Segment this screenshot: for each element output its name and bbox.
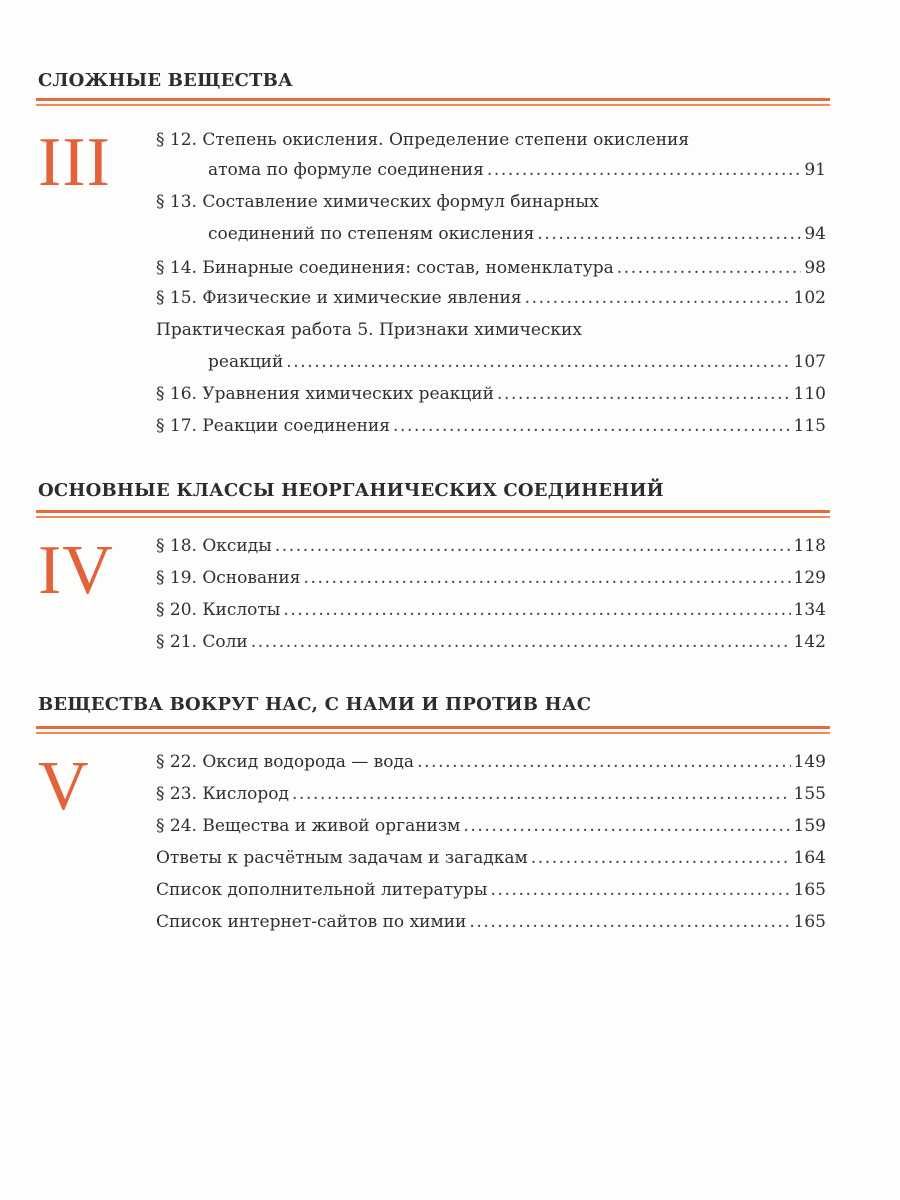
leader-dots [525,286,791,310]
toc-entry-page: 115 [793,416,826,436]
leader-dots [275,534,791,558]
toc-entry-page: 91 [804,160,826,180]
toc-entry-title: § 16. Уравнения химических реакций [156,384,494,404]
toc-entry-page: 94 [804,224,826,244]
toc-entry-line1: § 13. Составление химических формул бинарных [156,192,599,212]
toc-entry-title: § 15. Физические и химические явления [156,288,522,308]
toc-entry[interactable] [156,566,826,590]
toc-entry-page: 102 [793,288,826,308]
toc-entry-page: 165 [793,880,826,900]
section-numeral: IV [38,532,114,609]
toc-entry[interactable] [156,878,826,902]
toc-entry-page: 118 [793,536,826,556]
toc-entry-title: § 20. Кислоты [156,600,281,620]
toc-entry-page: 110 [793,384,826,404]
section-numeral: III [38,124,111,201]
section-title: СЛОЖНЫЕ ВЕЩЕСТВА [38,70,293,91]
toc-entry[interactable] [156,414,826,438]
toc-entry-title: § 24. Вещества и живой организм [156,816,461,836]
toc-entry-page: 149 [793,752,826,772]
toc-entry-page: 107 [793,352,826,372]
toc-entry[interactable] [208,222,826,246]
toc-entry-title: соединений по степеням окисления [208,224,535,244]
leader-dots [490,878,790,902]
toc-entry[interactable] [156,534,826,558]
section-numeral: V [38,748,90,825]
leader-dots [283,598,790,622]
toc-entry[interactable] [156,598,826,622]
leader-dots [286,350,790,374]
toc-entry-title: Ответы к расчётным задачам и загадкам [156,848,528,868]
leader-dots [417,750,790,774]
leader-dots [303,566,790,590]
toc-entry-title: Список дополнительной литературы [156,880,488,900]
toc-entry[interactable] [208,158,826,182]
toc-entry[interactable] [156,286,826,310]
toc-entry-page: 164 [793,848,826,868]
section-title: ВЕЩЕСТВА ВОКРУГ НАС, С НАМИ И ПРОТИВ НАС [38,694,592,715]
toc-entry-line1: Практическая работа 5. Признаки химических [156,320,582,340]
toc-entry-page: 159 [793,816,826,836]
leader-dots [469,910,790,934]
toc-entry[interactable] [156,630,826,654]
toc-entry[interactable] [156,782,826,806]
toc-entry-title: Список интернет-сайтов по химии [156,912,467,932]
toc-entry-title: реакций [208,352,284,372]
leader-dots [463,814,790,838]
leader-dots [537,222,801,246]
toc-entry-title: § 14. Бинарные соединения: состав, номенклатура [156,258,614,278]
toc-entry-title: атома по формуле соединения [208,160,484,180]
toc-entry[interactable] [156,814,826,838]
toc-entry[interactable] [208,350,826,374]
toc-entry-page: 129 [793,568,826,588]
toc-entry[interactable] [156,750,826,774]
toc-entry-title: § 21. Соли [156,632,248,652]
leader-dots [617,256,802,280]
leader-dots [393,414,791,438]
leader-dots [251,630,791,654]
toc-entry-page: 98 [804,258,826,278]
toc-entry-title: § 23. Кислород [156,784,289,804]
leader-dots [497,382,791,406]
toc-entry-line1: § 12. Степень окисления. Определение степени окисления [156,130,690,150]
leader-dots [292,782,791,806]
toc-entry-page: 165 [793,912,826,932]
leader-dots [487,158,802,182]
toc-entry[interactable] [156,256,826,280]
leader-dots [531,846,791,870]
toc-entry[interactable] [156,382,826,406]
toc-entry-title: § 18. Оксиды [156,536,272,556]
toc-entry-title: § 19. Основания [156,568,301,588]
toc-entry-title: § 22. Оксид водорода — вода [156,752,415,772]
toc-entry[interactable] [156,910,826,934]
toc-entry[interactable] [156,846,826,870]
section-title: ОСНОВНЫЕ КЛАССЫ НЕОРГАНИЧЕСКИХ СОЕДИНЕНИЙ [38,480,664,501]
toc-entry-page: 142 [793,632,826,652]
toc-entry-page: 134 [793,600,826,620]
toc-entry-page: 155 [793,784,826,804]
toc-entry-title: § 17. Реакции соединения [156,416,390,436]
